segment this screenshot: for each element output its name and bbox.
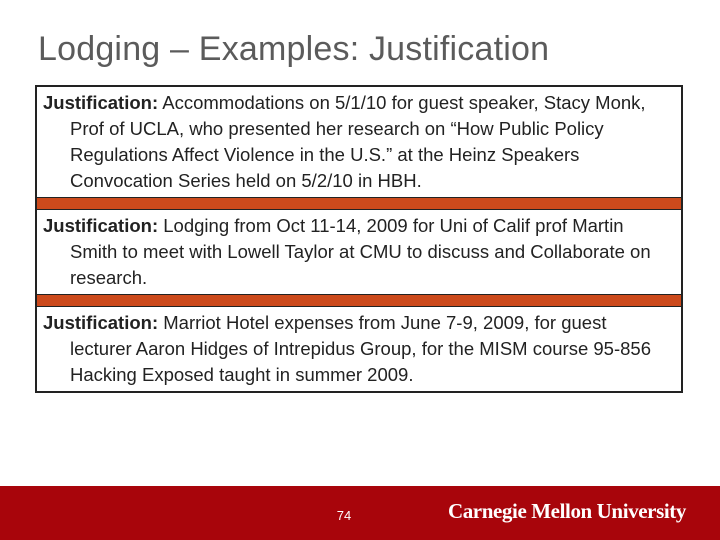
row-separator: [37, 197, 681, 210]
row-separator: [37, 294, 681, 307]
justification-text: Lodging from Oct 11-14, 2009 for Uni of Calif prof Martin Smith to meet with Lowell Taylor at CMU to discuss and Collaborate on research.: [70, 215, 651, 288]
cmu-logo: Carnegie Mellon University: [447, 499, 686, 523]
justification-label: Justification:: [43, 92, 159, 113]
justification-text: Marriot Hotel expenses from June 7-9, 2009, for guest lecturer Aaron Hidges of Intrepidus Group, for the MISM course 95-856 Hacking Exposed taught in summer 2009.: [70, 312, 651, 385]
justification-row: [37, 307, 681, 391]
justification-row: [37, 210, 681, 294]
justification-label: Justification:: [43, 312, 159, 333]
justification-label: Justification:: [43, 215, 159, 236]
justification-row: [37, 87, 681, 197]
page-number: 74: [336, 508, 352, 523]
slide-title: Lodging – Examples: Justification: [38, 30, 550, 68]
justification-text: Accommodations on 5/1/10 for guest speaker, Stacy Monk, Prof of UCLA, who presented her research on “How Public Policy Regulations Affect Violence in the U.S.” at the Heinz Speakers Convocation Series held on 5/2/10 in HBH.: [70, 92, 646, 191]
footer-bar: [0, 486, 720, 540]
justification-table: [35, 85, 683, 393]
